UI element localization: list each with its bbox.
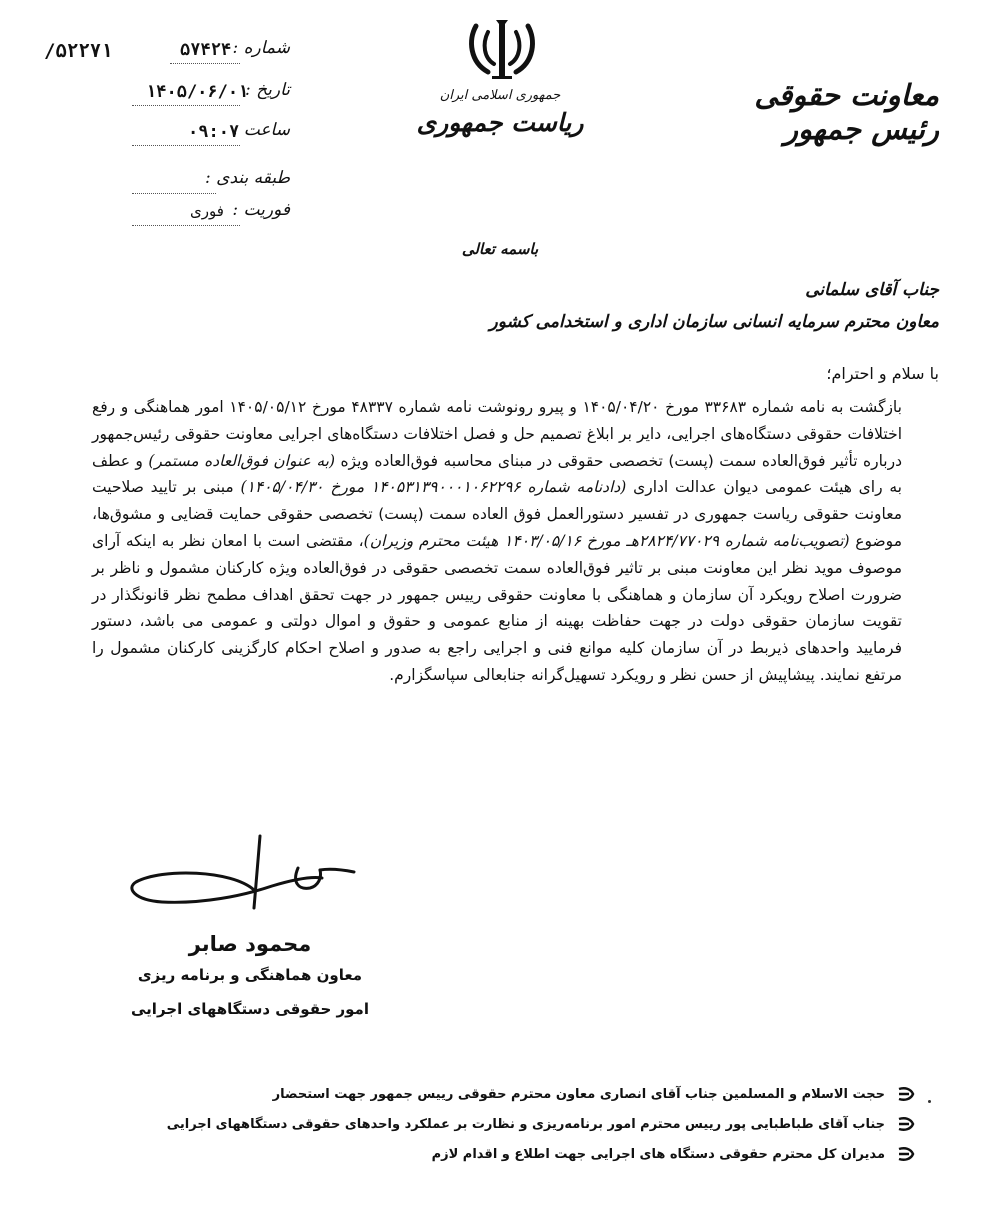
secondary-number: /۵۲۲۷۱ <box>44 40 113 62</box>
body-part-3-italic: (تصویب‌نامه شماره ۲۸۲۴/۷۷۰۲۹هـ مورخ ۱۴۰۳/۰۵/۱۶ هیئت محترم وزیران) <box>363 531 850 550</box>
cc-arrow-icon <box>895 1145 917 1163</box>
cc-list <box>157 1082 917 1172</box>
emblem-caption-presidency: ریاست جمهوری <box>416 108 584 137</box>
iran-emblem-icon <box>466 18 538 84</box>
urgency-value: فوری <box>190 202 224 220</box>
date-value: ۱۴۰۵/۰۶/۰۱ <box>146 82 249 102</box>
signatory-name: محمود صابر <box>188 932 312 956</box>
meta-urgency <box>40 200 290 230</box>
signatory-title-1: معاون هماهنگی و برنامه ریزی <box>137 966 363 984</box>
number-label: شماره : <box>232 38 290 58</box>
cc-arrow-icon <box>895 1085 917 1103</box>
addressee-name: جناب آقای سلمانی <box>805 280 939 300</box>
bismillah: باسمه تعالی <box>461 240 539 258</box>
body-part-1-italic: (به عنوان فوق‌العاده مستمر) <box>148 451 335 470</box>
body-part-2: و عطف به رای هیئت عمومی دیوان عدالت اداری <box>92 451 902 497</box>
meta-classification <box>40 168 290 198</box>
signatory-title-2: امور حقوقی دستگاههای اجرایی <box>131 1000 369 1018</box>
greeting: با سلام و احترام؛ <box>826 364 939 383</box>
cc-arrow-icon <box>895 1115 917 1133</box>
stray-dot <box>928 1100 931 1103</box>
time-label: ساعت : <box>232 120 290 140</box>
cc-item-text: جناب آقای طباطبایی پور رییس محترم امور برنامه‌ریزی و نظارت بر عملکرد واحدهای حقوقی دستگاههای اجرایی <box>166 1116 885 1132</box>
addressee-title: معاون محترم سرمایه انسانی سازمان اداری و استخدامی کشور <box>489 312 939 332</box>
body-part-2-italic: (دادنامه شماره ۱۴۰۵۳۱۳۹۰۰۰۱۰۶۲۲۹۶ مورخ ۱۴۰۵/۰۴/۳۰) <box>240 478 627 497</box>
cc-item-text: مدیران کل محترم حقوقی دستگاه های اجرایی جهت اطلاع و اقدام لازم <box>431 1146 885 1162</box>
cc-item-text: حجت الاسلام و المسلمین جناب آقای انصاری معاون محترم حقوقی رییس جمهور جهت استحضار <box>272 1086 885 1102</box>
body-part-1: بازگشت به نامه شماره ۳۳۶۸۳ مورخ ۱۴۰۵/۰۴/۲۰ و پیرو رونوشت نامه شماره ۴۸۳۳۷ مورخ ۱۴۰۵/۰۵/۱۲ امور هماهنگی و رفع اختلافات حقوقی دستگاه‌های اجرایی، دایر بر ابلاغ تصمیم حل و فصل اختلافات دستگاه‌های اجرایی معاونت حقوقی رئیس‌جمهور درباره تأثیر فوق‌العاده سمت (پست) تخصصی حقوقی در مبنای محاسبه فوق‌العاده ویژه <box>92 398 903 470</box>
body-part-3: مبنی بر تایید صلاحیت معاونت حقوقی ریاست جمهوری در تفسیر دستورالعمل فوق العاده سمت (پست) تخصصی حقوقی حمایت قضایی و مشوق‌ها، موضوع <box>92 478 902 550</box>
cc-item <box>157 1112 917 1136</box>
cc-item <box>157 1142 917 1166</box>
meta-time <box>40 120 290 150</box>
emblem-caption-country: جمهوری اسلامی ایران <box>439 88 561 103</box>
urgency-label: فوریت : <box>232 200 290 220</box>
date-label: تاریخ : <box>245 80 290 100</box>
org-title: معاونت حقوقی رئیس جمهور <box>754 78 939 146</box>
body-part-4: ، مقتضی است با امعان نظر به اینکه آرای موصوف موید نظر این معاونت مبنی بر تاثیر فوق‌العاده سمت تخصصی حقوقی در فوق‌العاده ویژه کارکنان مشمول و ناظر بر ضرورت اصلاح رویکرد آن سازمان و هماهنگی با معاونت حقوقی رییس جمهور در جهت تحقق اهداف مطمح نظر قانونگذار در تقویت سازمان حقوقی دولت در جهت حفاظت بهینه از منابع عمومی و حقوق و اموال دولتی و عمومی می باشد، دستور فرمایید واحدهای ذیربط در آن سازمان کلیه موانع فنی و اجرایی راجع به صدور و اصلاح احکام کارگزینی کارکنان مشمول را مرتفع نمایند. پیشاپیش از حسن نظر و رویکرد تسهیل‌گرانه جنابعالی سپاسگزارم. <box>92 531 902 684</box>
handwritten-signature-icon <box>122 830 362 930</box>
classification-label: طبقه بندی : <box>205 168 290 188</box>
meta-date <box>40 80 290 110</box>
meta-number <box>40 38 290 68</box>
cc-item <box>157 1082 917 1106</box>
time-value: ۰۹:۰۷ <box>188 122 240 142</box>
number-value: ۵۷۴۲۴ <box>180 40 232 60</box>
letter-body <box>92 394 902 689</box>
